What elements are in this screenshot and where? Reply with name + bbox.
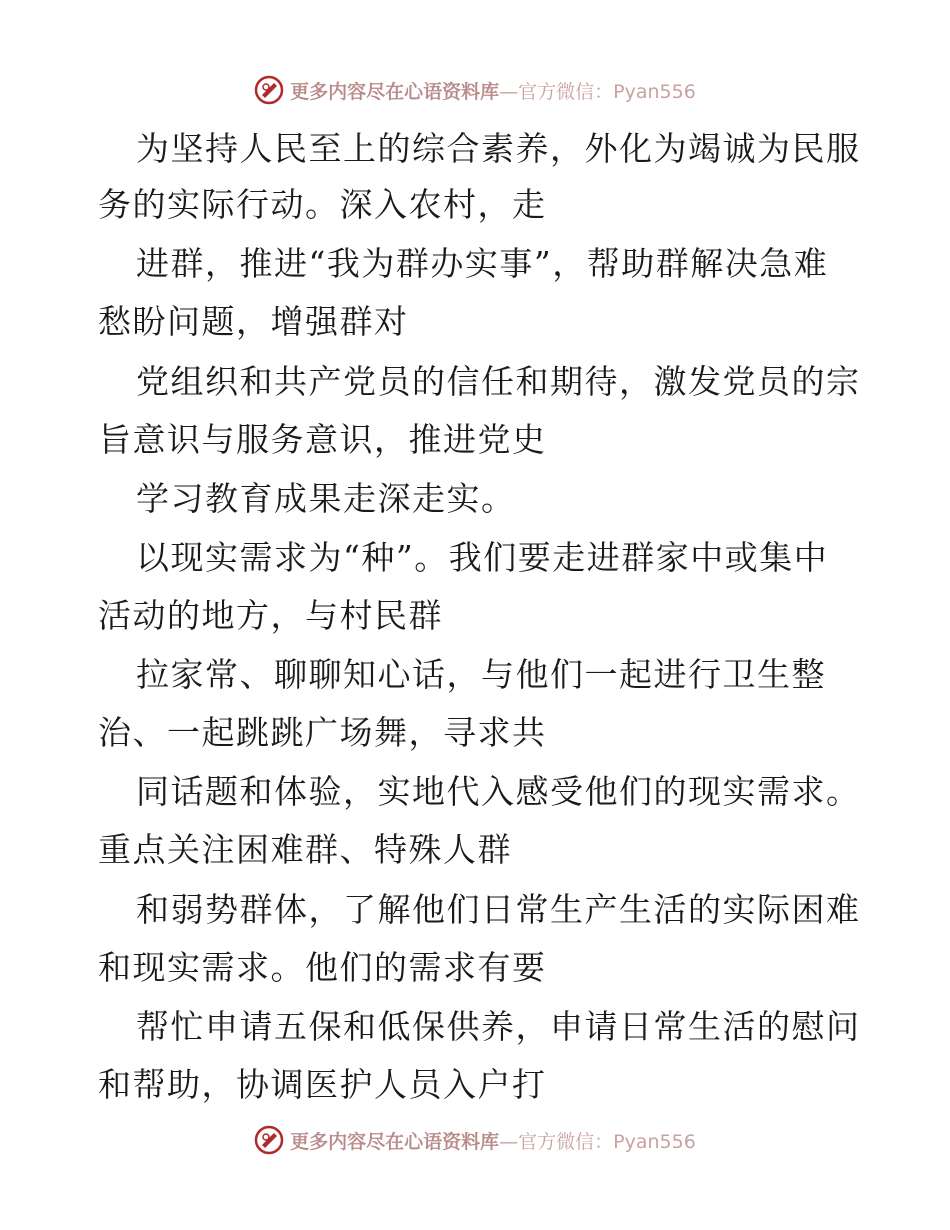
body-line: 学习教育成果走深走实。 — [136, 479, 516, 518]
body-line: 重点关注困难群、特殊人群 — [98, 830, 512, 869]
banner-contact-text: 官方微信：Pyan556 — [518, 80, 696, 103]
body-line: 同话题和体验，实地代入感受他们的现实需求。 — [136, 772, 861, 811]
banner-dash: — — [499, 80, 519, 103]
body-line: 党组织和共产党员的信任和期待，激发党员的宗 — [136, 362, 861, 401]
banner-dash: — — [499, 1130, 519, 1153]
banner-contact-text: 官方微信：Pyan556 — [518, 1130, 696, 1153]
body-line: 务的实际行动。深入农村，走 — [98, 185, 547, 224]
body-line: 愁盼问题，增强群对 — [98, 302, 409, 341]
body-line: 帮忙申请五保和低保供养，申请日常生活的慰问 — [136, 1007, 861, 1046]
body-line: 活动的地方，与村民群 — [98, 596, 443, 635]
body-line: 旨意识与服务意识，推进党史 — [98, 420, 547, 459]
body-line: 拉家常、聊聊知心话，与他们一起进行卫生整 — [136, 655, 826, 694]
body-line: 和现实需求。他们的需求有要 — [98, 948, 547, 987]
body-line: 治、一起跳跳广场舞，寻求共 — [98, 713, 547, 752]
body-line: 为坚持人民至上的综合素养，外化为竭诚为民服 — [136, 129, 861, 168]
body-line: 和帮助，协调医护人员入户打 — [98, 1065, 547, 1104]
banner-text — [290, 1127, 696, 1154]
banner-site-text: 更多内容尽在心语资料库 — [290, 80, 500, 103]
body-line: 和弱势群体，了解他们日常生产生活的实际困难 — [136, 890, 861, 929]
body-line: 进群，推进“我为群办实事”，帮助群解决急难 — [136, 244, 829, 283]
footer-banner — [0, 1120, 950, 1160]
logo-icon — [254, 1125, 284, 1155]
banner-site-text: 更多内容尽在心语资料库 — [290, 1130, 500, 1153]
body-line: 以现实需求为“种”。我们要走进群家中或集中 — [136, 538, 829, 577]
